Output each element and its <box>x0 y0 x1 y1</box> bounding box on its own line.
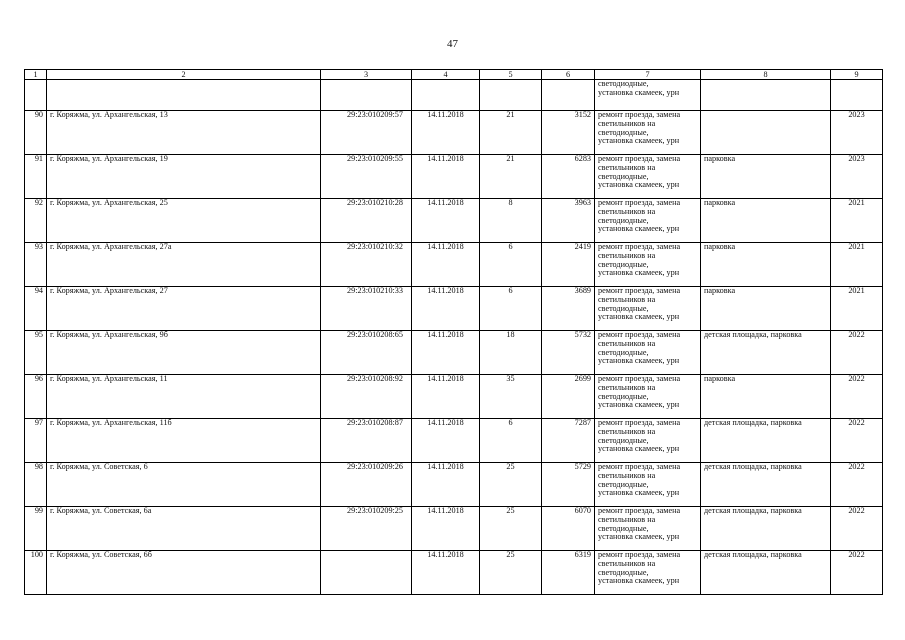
column-header-3: 3 <box>321 70 412 80</box>
cell-extra: парковка <box>701 199 831 243</box>
work-line: установка скамеек, урн <box>598 224 680 234</box>
column-header-2: 2 <box>47 70 321 80</box>
cell-col6: 2699 <box>542 375 595 419</box>
work-line: установка скамеек, урн <box>598 136 680 146</box>
cell-empty <box>25 80 47 111</box>
work-line: установка скамеек, урн <box>598 312 680 322</box>
cell-extra: детская площадка, парковка <box>701 331 831 375</box>
cell-address: г. Коряжма, ул. Архангельская, 13 <box>47 111 321 155</box>
page-number: 47 <box>447 38 458 50</box>
work-line: светодиодные, <box>598 391 649 401</box>
work-line: установка скамеек, урн <box>598 532 680 542</box>
cell-extra: парковка <box>701 243 831 287</box>
cell-extra: парковка <box>701 375 831 419</box>
cell-col6: 6070 <box>542 507 595 551</box>
cell-cadastral: 29:23:010208:87 <box>321 419 412 463</box>
cell-extra: детская площадка, парковка <box>701 507 831 551</box>
work-line: ремонт проезда, замена <box>598 374 681 383</box>
work-line: светодиодные, <box>598 79 649 88</box>
cell-cadastral: 29:23:010209:57 <box>321 111 412 155</box>
cell-col6: 5732 <box>542 331 595 375</box>
cell-year: 2022 <box>831 551 883 595</box>
cell-address: г. Коряжма, ул. Советская, 6а <box>47 507 321 551</box>
work-line: установка скамеек, урн <box>598 268 680 278</box>
cell-empty <box>831 80 883 111</box>
work-line: ремонт проезда, замена <box>598 286 681 295</box>
cell-col5: 25 <box>480 551 542 595</box>
cell-address: г. Коряжма, ул. Советская, 6б <box>47 551 321 595</box>
cell-year: 2022 <box>831 507 883 551</box>
cell-number: 99 <box>25 507 47 551</box>
cell-address: г. Коряжма, ул. Архангельская, 27 <box>47 287 321 331</box>
cell-number: 94 <box>25 287 47 331</box>
work-line: светильников на <box>598 426 656 436</box>
cell-col6: 7287 <box>542 419 595 463</box>
cell-year: 2022 <box>831 331 883 375</box>
cell-year: 2022 <box>831 375 883 419</box>
work-line: светодиодные, <box>598 479 649 489</box>
cell-extra: детская площадка, парковка <box>701 463 831 507</box>
cell-cadastral: 29:23:010210:32 <box>321 243 412 287</box>
cell-extra: детская площадка, парковка <box>701 551 831 595</box>
cell-address: г. Коряжма, ул. Архангельская, 11б <box>47 419 321 463</box>
work-line: установка скамеек, урн <box>598 356 680 366</box>
column-header-9: 9 <box>831 70 883 80</box>
cell-work <box>595 287 701 331</box>
cell-year: 2021 <box>831 243 883 287</box>
cell-col6: 3689 <box>542 287 595 331</box>
cell-date: 14.11.2018 <box>412 419 480 463</box>
cell-number: 91 <box>25 155 47 199</box>
work-line: светодиодные, <box>598 567 649 577</box>
work-line: светильников на <box>598 162 656 172</box>
table-row <box>25 419 883 463</box>
cell-year: 2023 <box>831 111 883 155</box>
cell-number: 98 <box>25 463 47 507</box>
cell-number: 95 <box>25 331 47 375</box>
cell-empty <box>480 80 542 111</box>
cell-cadastral: 29:23:010210:33 <box>321 287 412 331</box>
table-row <box>25 155 883 199</box>
cell-col6: 3963 <box>542 199 595 243</box>
cell-work <box>595 199 701 243</box>
cell-work <box>595 111 701 155</box>
work-line: ремонт проезда, замена <box>598 550 681 559</box>
cell-col6: 2419 <box>542 243 595 287</box>
work-line: светодиодные, <box>598 127 649 137</box>
cell-work <box>595 80 701 111</box>
cell-work <box>595 463 701 507</box>
work-line: ремонт проезда, замена <box>598 154 681 163</box>
work-line: светильников на <box>598 382 656 392</box>
work-line: установка скамеек, урн <box>598 400 680 410</box>
cell-date: 14.11.2018 <box>412 243 480 287</box>
cell-col5: 6 <box>480 243 542 287</box>
cell-number: 92 <box>25 199 47 243</box>
work-line: светильников на <box>598 206 656 216</box>
work-line: ремонт проезда, замена <box>598 110 681 119</box>
work-line: светильников на <box>598 294 656 304</box>
work-line: установка скамеек, урн <box>598 180 680 190</box>
cell-empty <box>47 80 321 111</box>
cell-col6: 6283 <box>542 155 595 199</box>
table-body <box>25 80 883 595</box>
cell-work <box>595 375 701 419</box>
work-line: установка скамеек, урн <box>598 444 680 454</box>
work-line: светильников на <box>598 118 656 128</box>
cell-year: 2023 <box>831 155 883 199</box>
cell-work <box>595 243 701 287</box>
cell-empty <box>701 80 831 111</box>
cell-col5: 25 <box>480 463 542 507</box>
cell-date: 14.11.2018 <box>412 551 480 595</box>
work-line: светодиодные, <box>598 303 649 313</box>
cell-col5: 8 <box>480 199 542 243</box>
work-line: светодиодные, <box>598 259 649 269</box>
cell-cadastral <box>321 551 412 595</box>
cell-col5: 18 <box>480 331 542 375</box>
cell-work <box>595 419 701 463</box>
cell-work <box>595 155 701 199</box>
header-row <box>25 70 883 80</box>
cell-col5: 21 <box>480 111 542 155</box>
work-line: светильников на <box>598 558 656 568</box>
cell-work <box>595 551 701 595</box>
cell-address: г. Коряжма, ул. Архангельская, 19 <box>47 155 321 199</box>
cell-col5: 21 <box>480 155 542 199</box>
table-row <box>25 287 883 331</box>
cell-extra: детская площадка, парковка <box>701 419 831 463</box>
table-row <box>25 199 883 243</box>
work-line: установка скамеек, урн <box>598 87 680 97</box>
cell-cadastral: 29:23:010208:65 <box>321 331 412 375</box>
work-line: светодиодные, <box>598 215 649 225</box>
cell-cadastral: 29:23:010209:26 <box>321 463 412 507</box>
work-line: ремонт проезда, замена <box>598 330 681 339</box>
work-line: светодиодные, <box>598 347 649 357</box>
cell-date: 14.11.2018 <box>412 111 480 155</box>
cell-date: 14.11.2018 <box>412 155 480 199</box>
cell-year: 2022 <box>831 463 883 507</box>
table-row <box>25 463 883 507</box>
table-row <box>25 507 883 551</box>
cell-date: 14.11.2018 <box>412 287 480 331</box>
cell-year: 2021 <box>831 287 883 331</box>
data-table <box>24 69 883 595</box>
cell-number: 93 <box>25 243 47 287</box>
cell-date: 14.11.2018 <box>412 507 480 551</box>
cell-address: г. Коряжма, ул. Архангельская, 11 <box>47 375 321 419</box>
work-line: ремонт проезда, замена <box>598 462 681 471</box>
table-header <box>25 70 883 80</box>
work-line: светильников на <box>598 470 656 480</box>
cell-work <box>595 507 701 551</box>
work-line: ремонт проезда, замена <box>598 242 681 251</box>
work-line: установка скамеек, урн <box>598 576 680 586</box>
cell-extra: парковка <box>701 287 831 331</box>
cell-cadastral: 29:23:010210:28 <box>321 199 412 243</box>
column-header-6: 6 <box>542 70 595 80</box>
work-line: ремонт проезда, замена <box>598 506 681 515</box>
cell-date: 14.11.2018 <box>412 199 480 243</box>
cell-number: 90 <box>25 111 47 155</box>
table-row <box>25 111 883 155</box>
work-line: светодиодные, <box>598 523 649 533</box>
table-row <box>25 331 883 375</box>
work-line: светодиодные, <box>598 171 649 181</box>
cell-col6: 3152 <box>542 111 595 155</box>
work-line: ремонт проезда, замена <box>598 418 681 427</box>
cell-number: 96 <box>25 375 47 419</box>
cell-address: г. Коряжма, ул. Советская, 6 <box>47 463 321 507</box>
work-line: светодиодные, <box>598 435 649 445</box>
column-header-8: 8 <box>701 70 831 80</box>
cell-address: г. Коряжма, ул. Архангельская, 27а <box>47 243 321 287</box>
cell-col6: 5729 <box>542 463 595 507</box>
table-row <box>25 551 883 595</box>
cell-empty <box>412 80 480 111</box>
work-line: установка скамеек, урн <box>598 488 680 498</box>
cell-year: 2022 <box>831 419 883 463</box>
cell-col5: 6 <box>480 287 542 331</box>
cell-extra <box>701 111 831 155</box>
cell-empty <box>321 80 412 111</box>
column-header-1: 1 <box>25 70 47 80</box>
cell-col6: 6319 <box>542 551 595 595</box>
cell-cadastral: 29:23:010209:55 <box>321 155 412 199</box>
cell-cadastral: 29:23:010208:92 <box>321 375 412 419</box>
cell-cadastral: 29:23:010209:25 <box>321 507 412 551</box>
cell-work <box>595 331 701 375</box>
work-line: ремонт проезда, замена <box>598 198 681 207</box>
table-row <box>25 243 883 287</box>
cell-date: 14.11.2018 <box>412 331 480 375</box>
cell-date: 14.11.2018 <box>412 375 480 419</box>
column-header-7: 7 <box>595 70 701 80</box>
cell-number: 100 <box>25 551 47 595</box>
cell-address: г. Коряжма, ул. Архангельская, 25 <box>47 199 321 243</box>
cell-date: 14.11.2018 <box>412 463 480 507</box>
cell-col5: 35 <box>480 375 542 419</box>
table-row <box>25 375 883 419</box>
work-line: светильников на <box>598 250 656 260</box>
column-header-5: 5 <box>480 70 542 80</box>
work-line: светильников на <box>598 514 656 524</box>
column-header-4: 4 <box>412 70 480 80</box>
cell-empty <box>542 80 595 111</box>
work-line: светильников на <box>598 338 656 348</box>
cell-col5: 6 <box>480 419 542 463</box>
cell-address: г. Коряжма, ул. Архангельская, 9б <box>47 331 321 375</box>
cell-number: 97 <box>25 419 47 463</box>
cell-year: 2021 <box>831 199 883 243</box>
cell-extra: парковка <box>701 155 831 199</box>
cell-col5: 25 <box>480 507 542 551</box>
table-row-continuation <box>25 80 883 111</box>
